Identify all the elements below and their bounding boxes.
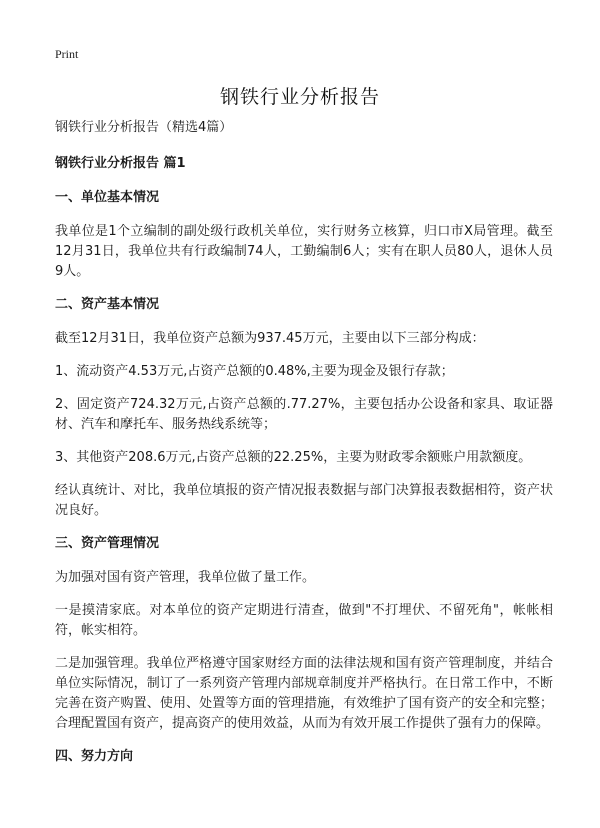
paragraph: 一是摸清家底。对本单位的资产定期进行清查，做到"不打埋伏、不留死角"，帐帐相符，帐实相符。 [55,603,553,638]
paragraph: 2、固定资产724.32万元,占资产总额的.77.27%，主要包括办公设备和家具、取证器材、汽车和摩托车、服务热线系统等； [55,397,553,432]
document-subtitle: 钢铁行业分析报告（精选4篇） [55,120,233,135]
section-heading-unit-info: 一、单位基本情况 [55,190,160,205]
paragraph: 1、流动资产4.53万元,占资产总额的0.48%,主要为现金及银行存款； [55,364,454,379]
section-heading-direction: 四、努力方向 [55,749,134,764]
paragraph: 为加强对国有资产管理，我单位做了量工作。 [55,570,316,585]
document-body [55,118,553,781]
paragraph: 经认真统计、对比，我单位填报的资产情况报表数据与部门决算报表数据相符，资产状况良好。 [55,483,553,518]
paragraph: 我单位是1个立编制的副处级行政机关单位，实行财务立核算，归口市X局管理。截至12月31日，我单位共有行政编制74人，工勤编制6人；实有在职人员80人，退休人员9人。 [55,224,553,279]
paragraph: 3、其他资产208.6万元,占资产总额的22.25%，主要为财政零余额账户用款额度。 [55,450,532,465]
document-title: 钢铁行业分析报告 [219,86,380,108]
section-heading-asset-management: 三、资产管理情况 [55,536,160,551]
article-heading: 钢铁行业分析报告 篇1 [55,156,186,171]
paragraph: 截至12月31日，我单位资产总额为937.45万元，主要由以下三部分构成： [55,331,485,346]
section-heading-asset-info: 二、资产基本情况 [55,297,160,312]
print-label: Print [55,47,79,61]
paragraph: 二是加强管理。我单位严格遵守国家财经方面的法律法规和国有资产管理制度，并结合单位实际情况，制订了一系列资产管理内部规章制度并严格执行。在日常工作中，不断完善在资产购置、使用、处置等方面的管理措施，有效维护了国有资产的安全和完整；合理配置国有资产，提高资产的使用效益，从而为有效开展工作提供了强有力的保障。 [55,656,553,731]
